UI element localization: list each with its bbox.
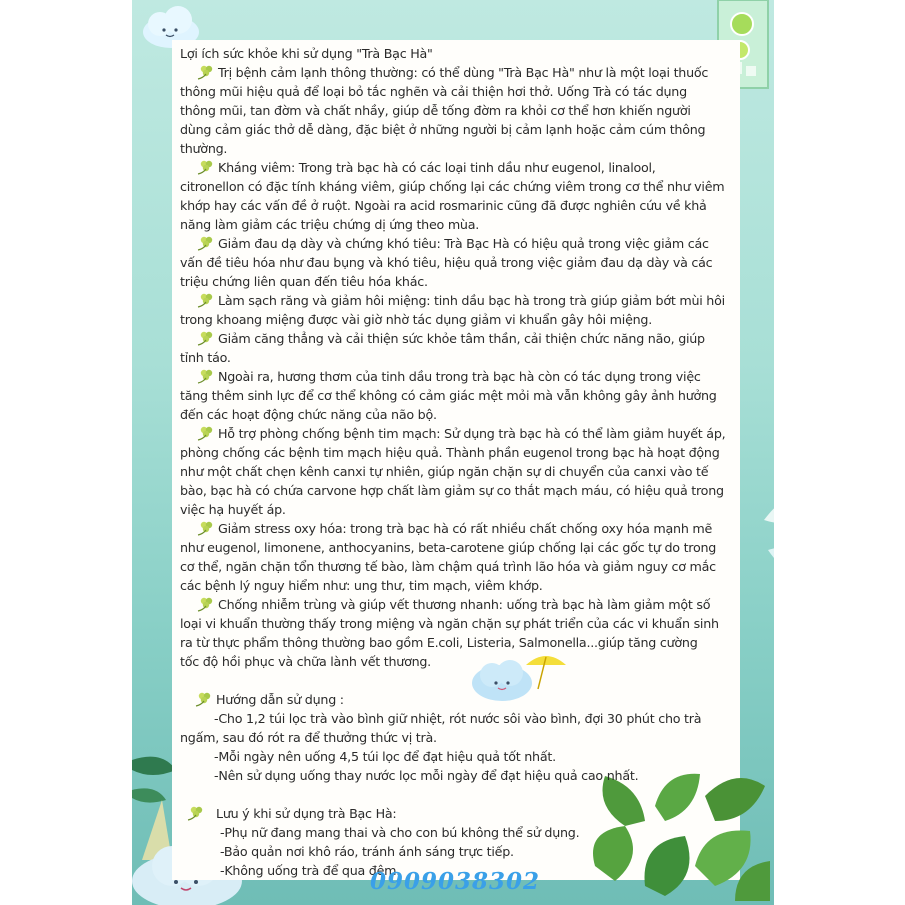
clover-icon (196, 64, 216, 80)
usage-line: ngấm, sau đó rót ra để thưởng thức vị trà. (180, 730, 437, 745)
benefits-list (180, 63, 732, 671)
benefit-text: Giảm đau dạ dày và chứng khó tiêu: Trà Bạc Hà có hiệu quả trong việc giảm các (218, 236, 709, 251)
benefit-text: Trị bệnh cảm lạnh thông thường: có thể dùng "Trà Bạc Hà" như là một loại thuốc (218, 65, 709, 80)
usage-line: -Mỗi ngày nên uống 4,5 túi lọc để đạt hiệu quả tốt nhất. (214, 749, 556, 764)
benefit-first-line (180, 519, 732, 538)
benefit-text: Chống nhiễm trùng và giúp vết thương nhanh: uống trà bạc hà làm giảm một số (218, 597, 711, 612)
clover-icon (196, 330, 216, 346)
benefit-line: đến các hoạt động chức năng của não bộ. (180, 407, 437, 422)
benefit-line: ra từ thực phẩm thông thường bao gồm E.coli, Listeria, Salmonella...giúp tăng cường (180, 635, 698, 650)
benefit-text: Giảm căng thẳng và cải thiện sức khỏe tâm thần, cải thiện chức năng não, giúp (218, 331, 705, 346)
benefit-line: như eugenol, limonene, anthocyanins, beta-carotene giúp chống lại các gốc tự do trong (180, 540, 717, 555)
benefit-first-line (180, 424, 732, 443)
benefit-line: phòng chống các bệnh tim mạch hiệu quả. Thành phần eugenol trong bạc hà hoạt động (180, 445, 720, 460)
clover-icon (194, 691, 214, 707)
benefit-line: trong khoang miệng được vài giờ nhờ tác dụng giảm vi khuẩn gây hôi miệng. (180, 312, 653, 327)
benefit-line: thường. (180, 141, 228, 156)
clover-icon (186, 805, 206, 821)
benefit-line: citronellon có đặc tính kháng viêm, giúp chống lại các chứng viêm trong cơ thể như viêm (180, 179, 725, 194)
benefit-first-line (180, 63, 732, 82)
clover-icon (196, 159, 216, 175)
notes-line: -Không uống trà để qua đêm. (220, 863, 401, 878)
usage-heading: Hướng dẫn sử dụng : (180, 690, 732, 709)
benefit-first-line (180, 234, 732, 253)
notes-line: -Bảo quản nơi khô ráo, tránh ánh sáng trực tiếp. (220, 844, 514, 859)
benefit-line: việc hạ huyết áp. (180, 502, 286, 517)
benefit-first-line (180, 595, 732, 614)
notes-heading: Lưu ý khi sử dụng trà Bạc Hà: (180, 804, 732, 823)
usage-line: -Nên sử dụng uống thay nước lọc mỗi ngày để đạt hiệu quả cao nhất. (214, 768, 639, 783)
benefit-first-line (180, 367, 732, 386)
benefit-line: triệu chứng liên quan đến tiêu hóa khác. (180, 274, 428, 289)
benefit-line: năng làm giảm các triệu chứng dị ứng theo mùa. (180, 217, 480, 232)
benefit-line: tỉnh táo. (180, 350, 231, 365)
flower-icon (754, 420, 774, 620)
benefit-line: các bệnh lý nguy hiểm như: ung thư, tim mạch, viêm khớp. (180, 578, 543, 593)
benefit-first-line (180, 329, 732, 348)
benefit-line: cơ thể, ngăn chặn tổn thương tế bào, làm chậm quá trình lão hóa và giảm nguy cơ mắc (180, 559, 716, 574)
clover-icon (196, 425, 216, 441)
phone-number: 0909038302 (370, 868, 541, 895)
clover-icon (196, 596, 216, 612)
clover-icon (196, 368, 216, 384)
clover-icon (196, 235, 216, 251)
benefit-line: tăng thêm sinh lực để cơ thể không có cảm giác mệt mỏi mà vẫn không gây ảnh hưởng (180, 388, 717, 403)
usage-line: -Cho 1,2 túi lọc trà vào bình giữ nhiệt, rót nước sôi vào bình, đợi 30 phút cho trà (214, 711, 702, 726)
benefit-line: bào, bạc hà có chứa carvone hợp chất làm giảm sự co thắt mạch máu, có hiệu quả trong (180, 483, 724, 498)
benefit-text: Kháng viêm: Trong trà bạc hà có các loại tinh dầu như eugenol, linalool, (218, 160, 656, 175)
benefit-line: thông mũi, tan đờm và chất nhầy, giúp dễ tống đờm ra khỏi cơ thể hơn khiến người (180, 103, 691, 118)
benefit-text: Hỗ trợ phòng chống bệnh tim mạch: Sử dụng trà bạc hà có thể làm giảm huyết áp, (218, 426, 726, 441)
notes-line: -Phụ nữ đang mang thai và cho con bú không thể sử dụng. (220, 825, 580, 840)
benefit-line: thông mũi hiệu quả để loại bỏ tắc nghẽn và cải thiện hơi thở. Uống Trà có tác dụng (180, 84, 687, 99)
benefit-line: tốc độ hồi phục và chữa lành vết thương. (180, 654, 431, 669)
benefit-line: khớp hay các vấn đề ở ruột. Ngoài ra acid rosmarinic cũng đã được nghiên cứu về khả (180, 198, 707, 213)
clover-icon (196, 520, 216, 536)
benefit-text: Giảm stress oxy hóa: trong trà bạc hà có rất nhiều chất chống oxy hóa mạnh mẽ (218, 521, 713, 536)
clover-icon (196, 292, 216, 308)
benefit-line: loại vi khuẩn thường thấy trong miệng và ngăn chặn sự phát triển của các vi khuẩn sinh (180, 616, 719, 631)
page-title: Lợi ích sức khỏe khi sử dụng "Trà Bạc Hà" (180, 46, 433, 61)
benefit-text: Ngoài ra, hương thơm của tinh dầu trong trà bạc hà còn có tác dụng trong việc (218, 369, 701, 384)
benefit-line: vấn đề tiêu hóa như đau bụng và khó tiêu, hiệu quả trong việc giảm đau dạ dày và các (180, 255, 713, 270)
benefit-line: dùng cảm giác thở dễ dàng, đặc biệt ở những người bị cảm lạnh hoặc cảm cúm thông (180, 122, 706, 137)
benefit-line: như một chất chẹn kênh canxi tự nhiên, giúp ngăn chặn sự di chuyển của canxi vào tế (180, 464, 709, 479)
benefit-first-line (180, 291, 732, 310)
benefit-text: Làm sạch răng và giảm hôi miệng: tinh dầu bạc hà trong trà giúp giảm bớt mùi hôi (218, 293, 725, 308)
document-content (180, 44, 732, 880)
benefit-first-line (180, 158, 732, 177)
